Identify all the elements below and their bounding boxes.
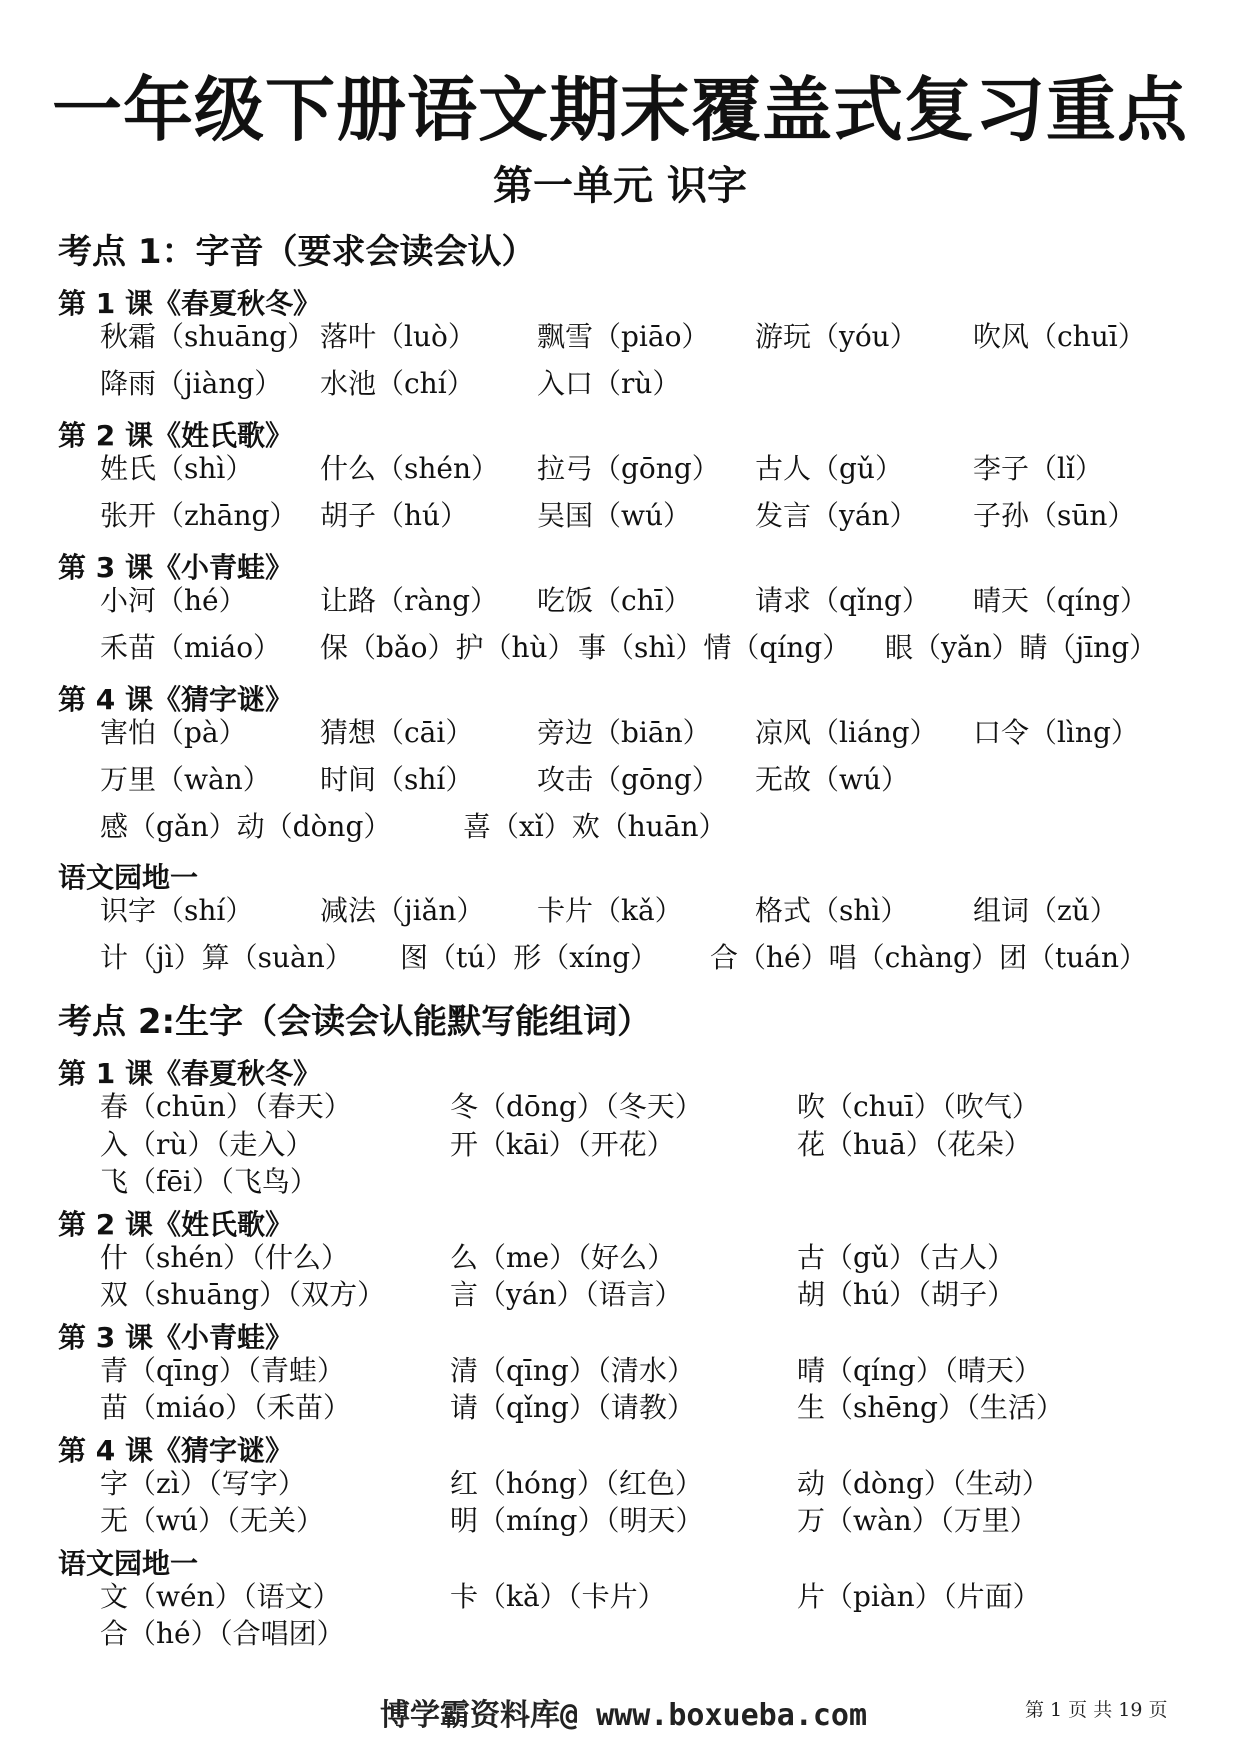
lesson-heading: 第 3 课《小青蛙》 [58, 1321, 293, 1354]
vocab-item: 组词（zǔ） [973, 894, 1118, 927]
character-item: 文（wén）（语文） [100, 1580, 341, 1613]
vocab-item: 减法（jiǎn） [320, 894, 485, 927]
character-item: 卡（kǎ）（卡片） [450, 1580, 666, 1613]
vocab-item: 喜（xǐ）欢（huān） [463, 810, 727, 843]
character-item: 无（wú）（无关） [100, 1504, 325, 1537]
vocab-item: 小河（hé） [100, 584, 247, 617]
character-item: 古（gǔ）（古人） [797, 1241, 1015, 1274]
character-item: 明（míng）（明天） [450, 1504, 704, 1537]
character-item: 春（chūn）（春天） [100, 1090, 352, 1123]
vocab-item: 禾苗（miáo） [100, 631, 282, 664]
vocab-item: 保（bǎo）护（hù） [320, 631, 576, 664]
vocab-item: 图（tú）形（xíng） [400, 941, 658, 974]
vocab-item: 吃饭（chī） [537, 584, 692, 617]
vocab-item: 张开（zhāng） [100, 499, 298, 532]
character-item: 清（qīng）（清水） [450, 1354, 695, 1387]
vocab-item: 落叶（luò） [320, 320, 476, 353]
character-item: 片（piàn）（片面） [797, 1580, 1041, 1613]
lesson-heading: 第 1 课《春夏秋冬》 [58, 287, 321, 320]
lesson-heading: 第 2 课《姓氏歌》 [58, 419, 293, 452]
character-item: 开（kāi）（开花） [450, 1128, 675, 1161]
vocab-item: 凉风（liáng） [755, 716, 938, 749]
vocab-item: 口令（lìng） [973, 716, 1139, 749]
vocab-item: 让路（ràng） [320, 584, 499, 617]
vocab-item: 格式（shì） [755, 894, 909, 927]
kaodian-2-heading: 考点 2:生字（会读会认能默写能组词） [58, 1002, 652, 1042]
unit-heading: 第一单元 识字 [493, 163, 747, 209]
character-item: 字（zì）（写字） [100, 1467, 306, 1500]
vocab-item: 时间（shí） [320, 763, 474, 796]
character-item: 花（huā）（花朵） [797, 1128, 1032, 1161]
character-item: 么（me）（好么） [450, 1241, 676, 1274]
character-item: 什（shén）（什么） [100, 1241, 350, 1274]
character-item: 吹（chuī）（吹气） [797, 1090, 1040, 1123]
vocab-item: 游玩（yóu） [755, 320, 918, 353]
vocab-item: 飘雪（piāo） [537, 320, 710, 353]
lesson-heading: 第 4 课《猜字谜》 [58, 1434, 293, 1467]
vocab-item: 秋霜（shuāng） [100, 320, 316, 353]
lesson-heading: 第 2 课《姓氏歌》 [58, 1208, 293, 1241]
character-item: 言（yán）（语言） [450, 1278, 683, 1311]
vocab-item: 感（gǎn）动（dòng） [100, 810, 392, 843]
vocab-item: 猜想（cāi） [320, 716, 474, 749]
vocab-item: 识字（shí） [100, 894, 254, 927]
lesson-heading: 语文园地一 [58, 1547, 199, 1580]
vocab-item: 李子（lǐ） [973, 452, 1103, 485]
vocab-item: 合（hé）唱（chàng）团（tuán） [710, 941, 1147, 974]
character-item: 胡（hú）（胡子） [797, 1278, 1016, 1311]
character-item: 青（qīng）（青蛙） [100, 1354, 345, 1387]
footer-page-number: 第 1 页 共 19 页 [1025, 1699, 1168, 1721]
character-item: 晴（qíng）（晴天） [797, 1354, 1042, 1387]
vocab-item: 卡片（kǎ） [537, 894, 683, 927]
character-item: 万（wàn）（万里） [797, 1504, 1038, 1537]
footer-site: 博学霸资料库@ www.boxueba.com [380, 1698, 868, 1733]
vocab-item: 姓氏（shì） [100, 452, 254, 485]
vocab-item: 吴国（wú） [537, 499, 692, 532]
vocab-item: 水池（chí） [320, 367, 475, 400]
kaodian-1-heading: 考点 1：字音（要求会读会认） [58, 232, 536, 272]
vocab-item: 吹风（chuī） [973, 320, 1146, 353]
character-item: 冬（dōng）（冬天） [450, 1090, 703, 1123]
vocab-item: 眼（yǎn）睛（jīng） [885, 631, 1158, 664]
vocab-item: 胡子（hú） [320, 499, 469, 532]
vocab-item: 发言（yán） [755, 499, 918, 532]
vocab-item: 晴天（qíng） [973, 584, 1148, 617]
vocab-item: 入口（rù） [537, 367, 681, 400]
vocab-item: 无故（wú） [755, 763, 910, 796]
vocab-item: 害怕（pà） [100, 716, 247, 749]
character-item: 动（dòng）（生动） [797, 1467, 1050, 1500]
vocab-item: 拉弓（gōng） [537, 452, 720, 485]
vocab-item: 计（jì）算（suàn） [100, 941, 353, 974]
lesson-heading: 语文园地一 [58, 861, 199, 894]
character-item: 飞（fēi）（飞鸟） [100, 1165, 318, 1198]
vocab-item: 事（shì）情（qíng） [578, 631, 851, 664]
page-title: 一年级下册语文期末覆盖式复习重点 [52, 69, 1188, 151]
vocab-item: 攻击（gōng） [537, 763, 720, 796]
character-item: 生（shēng）（生活） [797, 1391, 1064, 1424]
vocab-item: 请求（qǐng） [755, 584, 930, 617]
vocab-item: 万里（wàn） [100, 763, 271, 796]
vocab-item: 什么（shén） [320, 452, 500, 485]
character-item: 合（hé）（合唱团） [100, 1617, 345, 1650]
lesson-heading: 第 1 课《春夏秋冬》 [58, 1057, 321, 1090]
character-item: 双（shuāng）（双方） [100, 1278, 386, 1311]
vocab-item: 古人（gǔ） [755, 452, 903, 485]
lesson-heading: 第 3 课《小青蛙》 [58, 551, 293, 584]
character-item: 入（rù）（走入） [100, 1128, 314, 1161]
character-item: 苗（miáo）（禾苗） [100, 1391, 352, 1424]
vocab-item: 旁边（biān） [537, 716, 711, 749]
character-item: 红（hóng）（红色） [450, 1467, 703, 1500]
vocab-item: 子孙（sūn） [973, 499, 1136, 532]
character-item: 请（qǐng）（请教） [450, 1391, 695, 1424]
vocab-item: 降雨（jiàng） [100, 367, 283, 400]
lesson-heading: 第 4 课《猜字谜》 [58, 683, 293, 716]
